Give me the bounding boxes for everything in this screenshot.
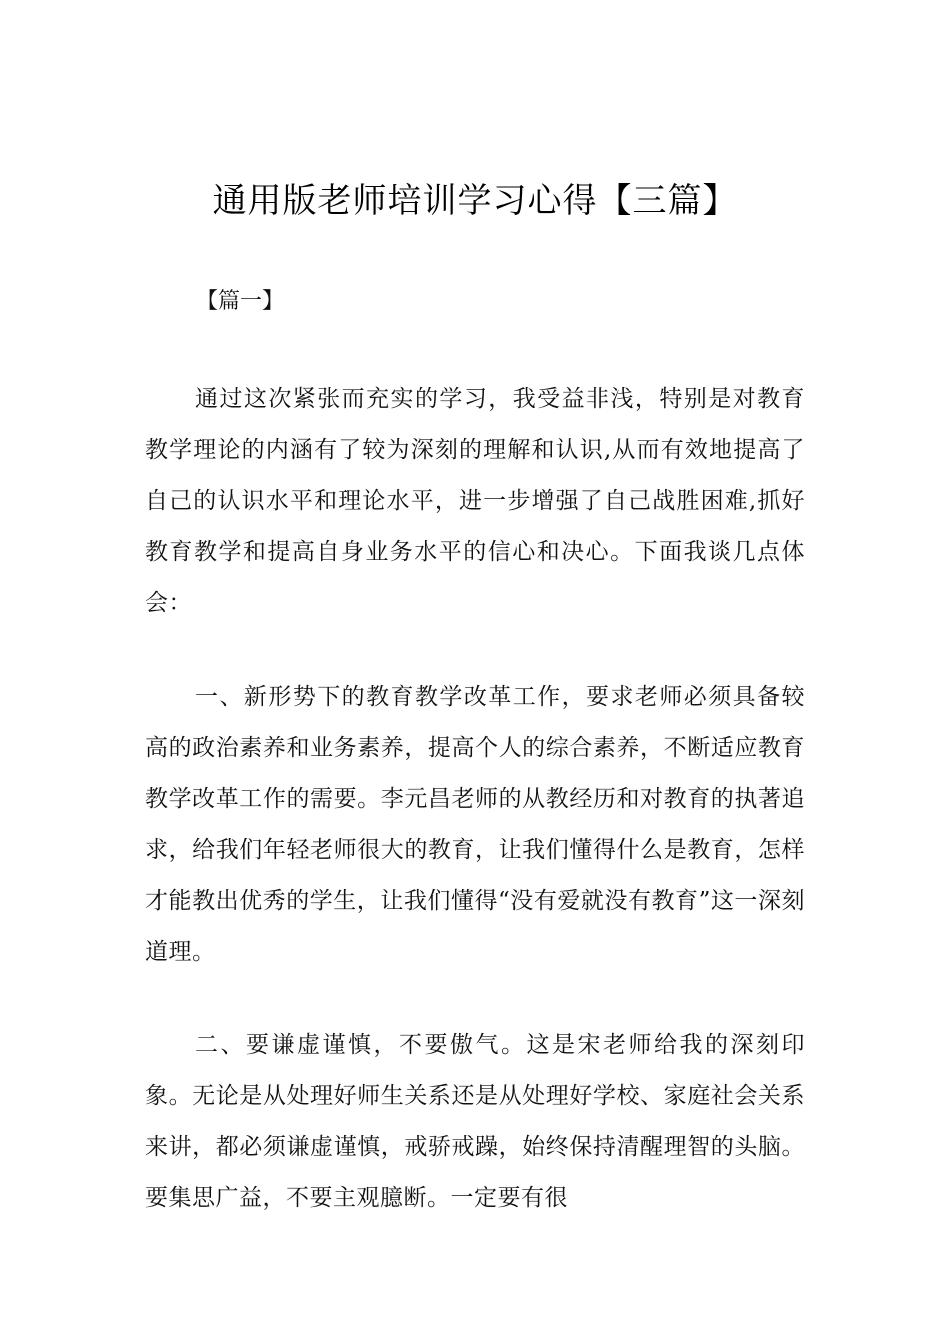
document-title: 通用版老师培训学习心得【三篇】 — [212, 181, 738, 221]
paragraph: 二、要谦虚谨慎，不要傲气。这是宋老师给我的深刻印象。无论是从处理好师生关系还是从处理好学校、家庭社会关系来讲，都必须谦虚谨慎，戒骄戒躁，始终保持清醒理智的头脑。要集思广益，不要主观臆断。一定要有很 — [145, 1032, 805, 1211]
section-label: 【篇一】 — [196, 289, 285, 314]
paragraph: 一、新形势下的教育教学改革工作，要求老师必须具备较高的政治素养和业务素养，提高个人的综合素养，不断适应教育教学改革工作的需要。李元昌老师的从教经历和对教育的执著追求，给我们年轻老师很大的教育，让我们懂得什么是教育，怎样才能教出优秀的学生，让我们懂得“没有爱就没有教育”这一深刻道理。 — [145, 684, 805, 965]
paragraph: 通过这次紧张而充实的学习，我受益非浅，特别是对教育教学理论的内涵有了较为深刻的理解和认识,从而有效地提高了自己的认识水平和理论水平，进一步增强了自己战胜困难,抓好教育教学和提高自身业务水平的信心和决心。下面我谈几点体会： — [145, 386, 805, 616]
